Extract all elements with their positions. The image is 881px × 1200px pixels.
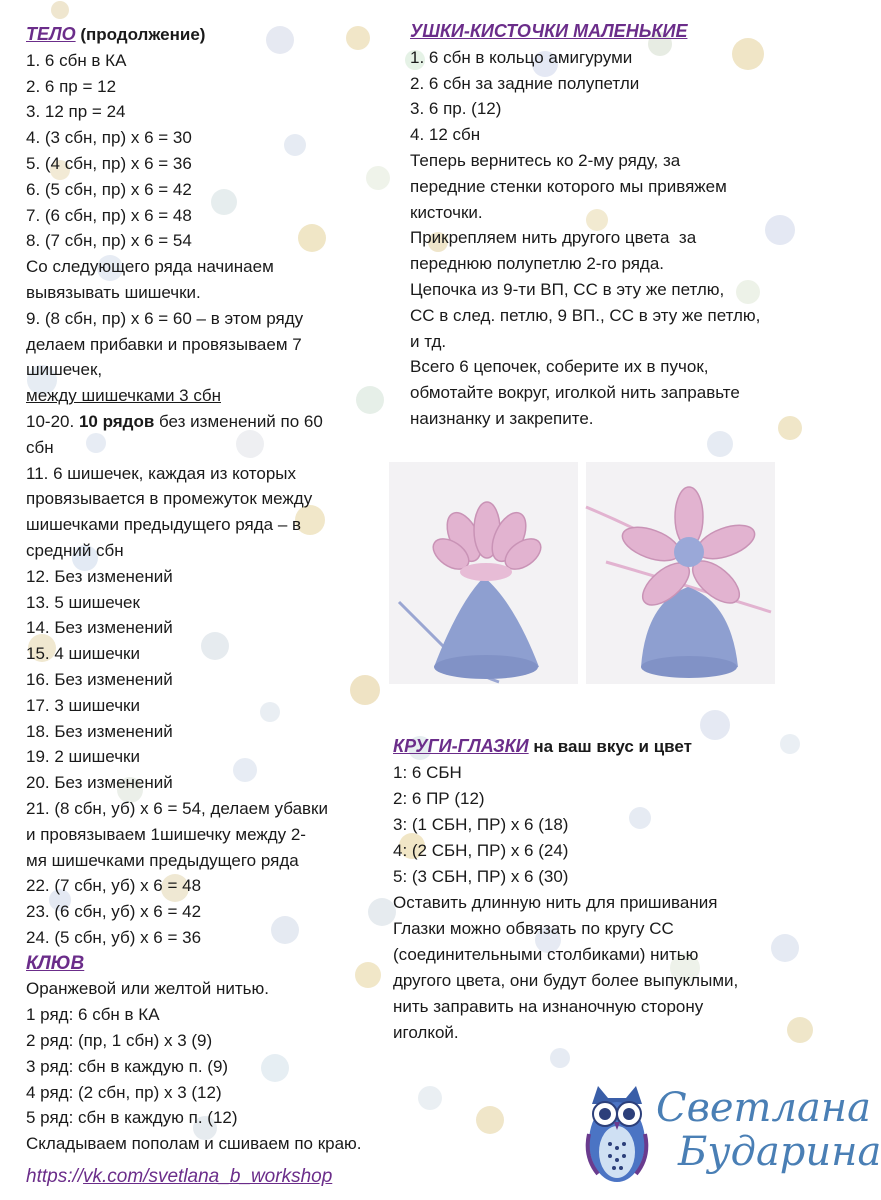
instruction-line: шишечками предыдущего ряда – в bbox=[26, 515, 302, 535]
instruction-line: Глазки можно обвязать по кругу СС bbox=[393, 919, 674, 938]
instruction-line: 4. 12 сбн bbox=[410, 125, 481, 145]
instruction-line: 1: 6 СБН bbox=[393, 763, 462, 782]
instruction-line: обмотайте вокруг, иголкой нить заправьте bbox=[410, 383, 740, 403]
instruction-line: 2. 6 сбн за задние полупетли bbox=[410, 73, 640, 93]
beak-rows bbox=[26, 976, 386, 1157]
body-title: ТЕЛО bbox=[26, 24, 76, 44]
instruction-line: 5. (4 сбн, пр) x 6 = 36 bbox=[26, 153, 192, 173]
eyes-rows bbox=[393, 760, 813, 1046]
instruction-line: 15. 4 шишечки bbox=[26, 644, 140, 664]
instruction-line: шишечек, bbox=[26, 360, 103, 380]
instruction-line: Всего 6 цепочек, соберите их в пучок, bbox=[410, 357, 709, 377]
vk-link-url: vk.com/svetlana_b_workshop bbox=[83, 1166, 333, 1187]
instruction-line: (соединительными столбиками) нитью bbox=[393, 945, 699, 964]
instruction-line: 2. 6 пр = 12 bbox=[26, 76, 117, 96]
body-rows-b bbox=[26, 435, 386, 951]
instruction-line: 5 ряд: сбн в каждую п. (12) bbox=[26, 1108, 238, 1128]
instruction-line: нить заправить на изнаночную сторону bbox=[393, 997, 704, 1016]
instruction-line: делаем прибавки и провязываем 7 bbox=[26, 334, 302, 354]
instruction-line: средний сбн bbox=[26, 540, 124, 560]
instruction-line: и тд. bbox=[410, 331, 447, 351]
eyes-section bbox=[393, 733, 813, 1046]
instruction-line: переднюю полупетлю 2-го ряда. bbox=[410, 254, 665, 274]
instruction-line: 9. (8 сбн, пр) x 6 = 60 – в этом ряду bbox=[26, 308, 304, 328]
instruction-line: 2: 6 ПР (12) bbox=[393, 789, 485, 808]
instruction-line: 24. (5 сбн, уб) x 6 = 36 bbox=[26, 927, 202, 947]
instruction-line: 21. (8 сбн, уб) x 6 = 54, делаем убавки bbox=[26, 798, 328, 818]
instruction-line: 20. Без изменений bbox=[26, 773, 173, 793]
instruction-line: 3. 12 пр = 24 bbox=[26, 102, 126, 122]
instruction-line: 4. (3 сбн, пр) x 6 = 30 bbox=[26, 128, 192, 148]
instruction-line: Оставить длинную нить для пришивания bbox=[393, 893, 718, 912]
instruction-line: 7. (6 сбн, пр) x 6 = 48 bbox=[26, 205, 192, 225]
author-signature bbox=[656, 1086, 881, 1174]
instruction-line: 4: (2 СБН, ПР) х 6 (24) bbox=[393, 841, 569, 860]
left-column bbox=[26, 22, 386, 1157]
ears-title: УШКИ-КИСТОЧКИ МАЛЕНЬКИЕ bbox=[410, 21, 688, 41]
instruction-line: Цепочка из 9-ти ВП, СС в эту же петлю, bbox=[410, 279, 725, 299]
ears-rows bbox=[410, 45, 820, 432]
instruction-line: наизнанку и закрепите. bbox=[410, 408, 594, 428]
instruction-line: 18. Без изменений bbox=[26, 721, 173, 741]
instruction-line: 2 ряд: (пр, 1 сбн) х 3 (9) bbox=[26, 1031, 213, 1051]
instruction-line: Прикрепляем нить другого цвета за bbox=[410, 228, 697, 248]
instruction-line: 16. Без изменений bbox=[26, 669, 173, 689]
ear-photo-top bbox=[586, 462, 775, 684]
instruction-line: кисточки. bbox=[410, 202, 483, 222]
instruction-line: сбн bbox=[26, 437, 54, 457]
row-10-suffix: без изменений по 60 bbox=[154, 411, 323, 431]
body-rows-a bbox=[26, 48, 386, 383]
vk-link[interactable] bbox=[26, 1166, 332, 1188]
ear-photo-side bbox=[389, 462, 578, 684]
signature-line-2: Бударина bbox=[678, 1129, 881, 1175]
instruction-line: 4 ряд: (2 сбн, пр) х 3 (12) bbox=[26, 1082, 222, 1102]
body-section-heading bbox=[26, 22, 386, 48]
instruction-line: 1. 6 сбн в КА bbox=[26, 50, 127, 70]
instruction-line: 1 ряд: 6 сбн в КА bbox=[26, 1005, 160, 1025]
eyes-title-suffix: на ваш вкус и цвет bbox=[528, 737, 692, 756]
instruction-line: СС в след. петлю, 9 ВП., СС в эту же петлю, bbox=[410, 305, 761, 325]
instruction-line: 17. 3 шишечки bbox=[26, 695, 140, 715]
ears-section-heading bbox=[410, 19, 820, 45]
ear-photos bbox=[389, 462, 775, 684]
instruction-line: 3: (1 СБН, ПР) х 6 (18) bbox=[393, 815, 569, 834]
owl-logo-icon bbox=[584, 1082, 650, 1187]
eyes-title: КРУГИ-ГЛАЗКИ bbox=[393, 736, 529, 756]
body-title-suffix: (продолжение) bbox=[75, 25, 206, 44]
underlined-note: между шишечками 3 сбн bbox=[26, 386, 221, 406]
instruction-line: 3 ряд: сбн в каждую п. (9) bbox=[26, 1056, 229, 1076]
instruction-line: и провязываем 1шишечку между 2- bbox=[26, 824, 306, 844]
instruction-line: 13. 5 шишечек bbox=[26, 592, 140, 612]
instruction-line: иголкой. bbox=[393, 1023, 459, 1042]
instruction-line: 11. 6 шишечек, каждая из которых bbox=[26, 463, 297, 483]
instruction-line: Складываем пополам и сшиваем по краю. bbox=[26, 1134, 362, 1154]
instruction-line: 3. 6 пр. (12) bbox=[410, 99, 502, 119]
right-column bbox=[410, 19, 820, 432]
instruction-line: 12. Без изменений bbox=[26, 566, 173, 586]
row-10-20 bbox=[26, 409, 386, 435]
instruction-line: мя шишечками предыдущего ряда bbox=[26, 850, 299, 870]
beak-section-heading bbox=[26, 951, 386, 977]
signature-line-1: Светлана bbox=[656, 1085, 871, 1131]
instruction-line: передние стенки которого мы привяжем bbox=[410, 176, 727, 196]
instruction-line: 5: (3 СБН, ПР) х 6 (30) bbox=[393, 867, 569, 886]
instruction-line: вывязывать шишечки. bbox=[26, 282, 201, 302]
instruction-line: 8. (7 сбн, пр) x 6 = 54 bbox=[26, 231, 192, 251]
instruction-line: Со следующего ряда начинаем bbox=[26, 257, 274, 277]
instruction-line: 6. (5 сбн, пр) x 6 = 42 bbox=[26, 179, 192, 199]
instruction-line: другого цвета, они будут более выпуклыми, bbox=[393, 971, 739, 990]
instruction-line: Теперь вернитесь ко 2-му ряду, за bbox=[410, 150, 681, 170]
beak-title: КЛЮВ bbox=[26, 952, 85, 974]
row-10-prefix: 10-20. bbox=[26, 411, 79, 431]
instruction-line: 23. (6 сбн, уб) x 6 = 42 bbox=[26, 902, 202, 922]
eyes-section-heading bbox=[393, 733, 813, 760]
instruction-line: 19. 2 шишечки bbox=[26, 747, 140, 767]
instruction-line: 14. Без изменений bbox=[26, 618, 173, 638]
row-10-bold: 10 рядов bbox=[78, 411, 155, 431]
vk-link-prefix: https:// bbox=[26, 1166, 84, 1187]
instruction-line: Оранжевой или желтой нитью. bbox=[26, 979, 269, 999]
instruction-line: 1. 6 сбн в кольцо амигуруми bbox=[410, 47, 633, 67]
instruction-line: 22. (7 сбн, уб) x 6 = 48 bbox=[26, 876, 202, 896]
instruction-line: провязывается в промежуток между bbox=[26, 489, 313, 509]
